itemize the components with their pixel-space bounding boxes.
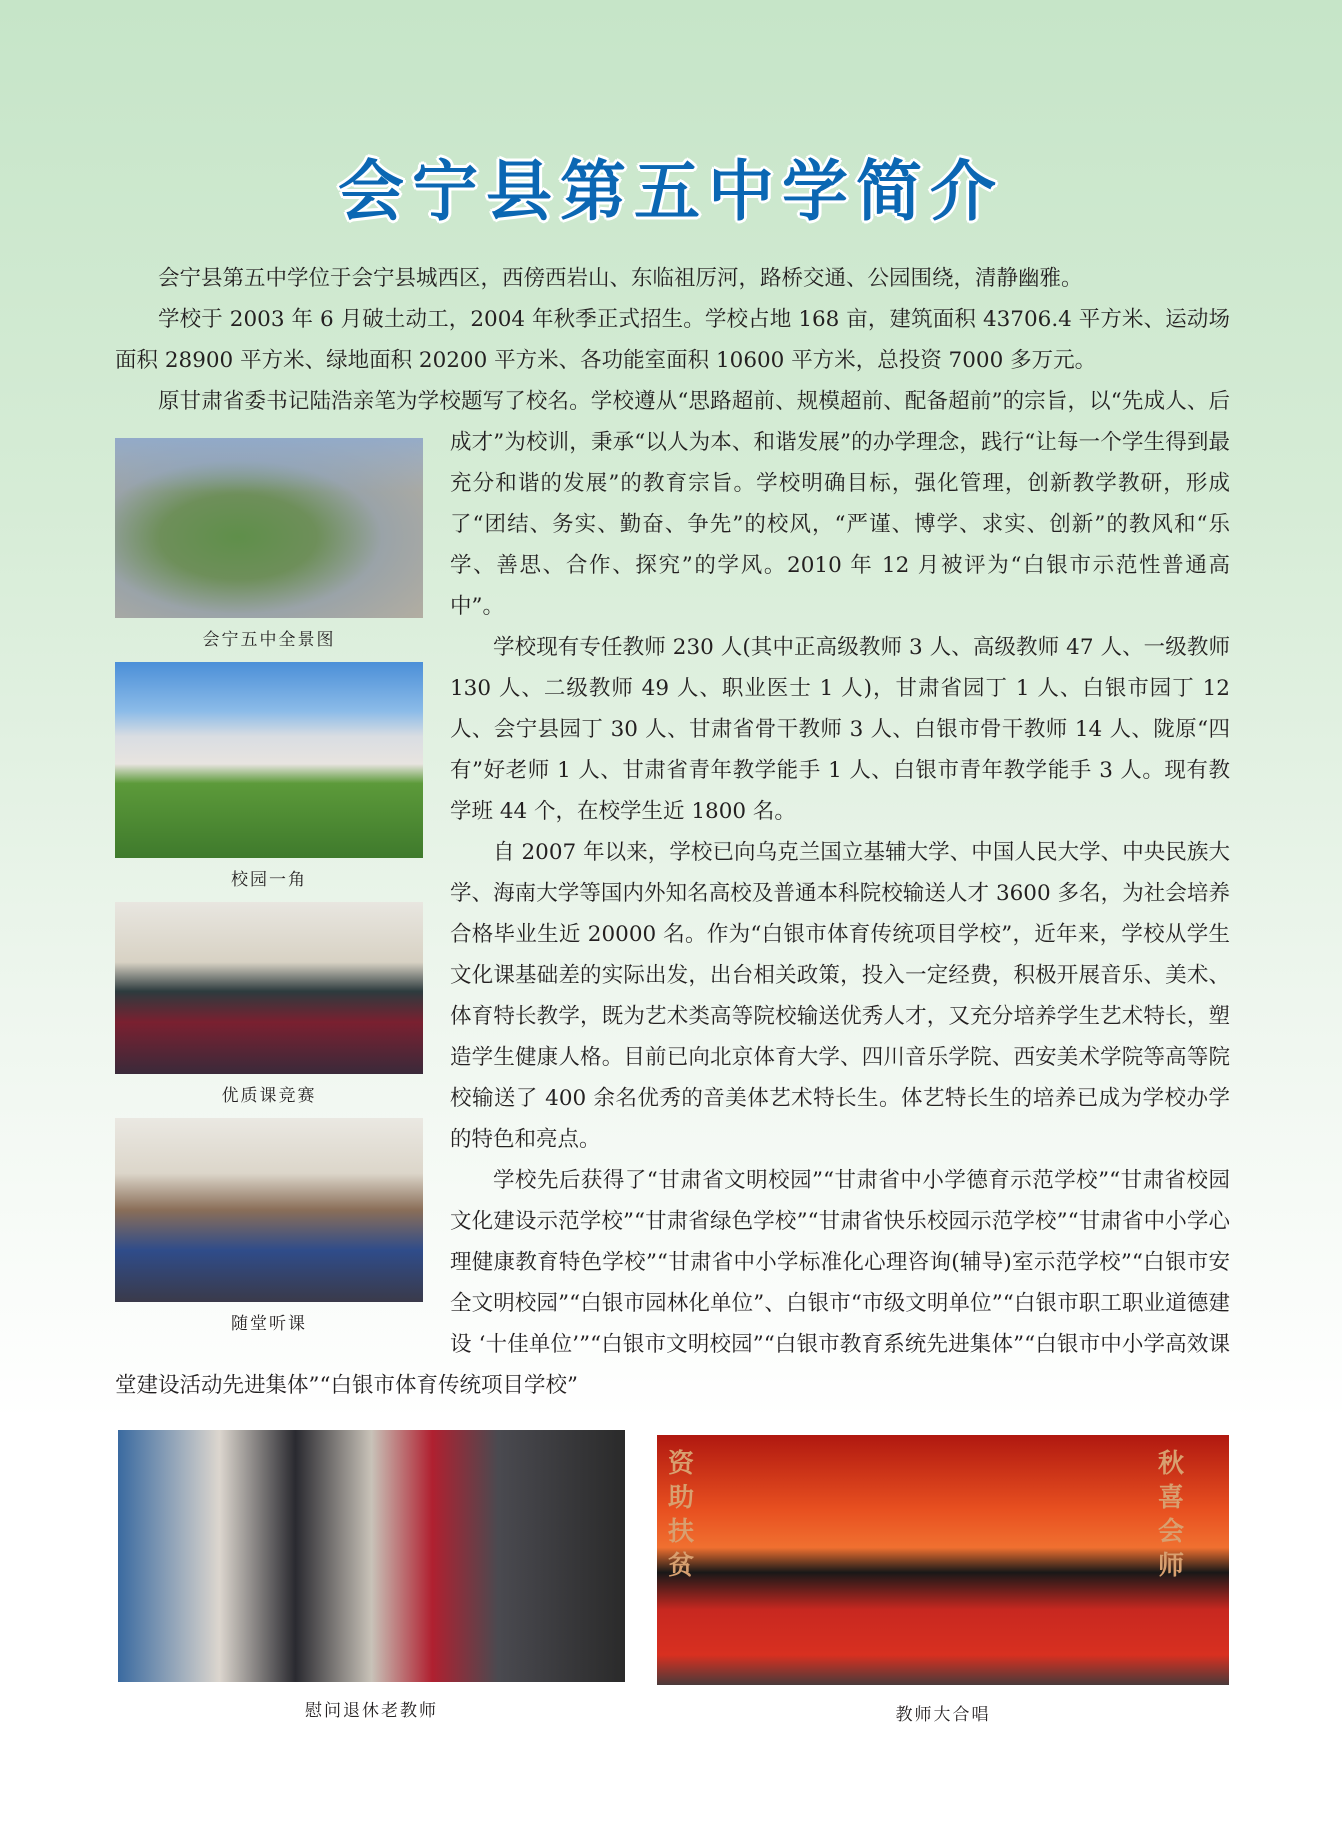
photo-caption: 优质课竞赛: [221, 1086, 317, 1106]
photo-caption: 慰问退休老教师: [305, 1701, 438, 1721]
paragraph-philosophy: 原甘肃省委书记陆浩亲笔为学校题写了校名。学校遵从“思路超前、规模超前、配备超前”的宗旨，以“先成人、后成才”为校训，秉承“以人为本、和谐发展”的办学理念，践行“让每一个学生得到最充分和谐的发展”的教育宗旨。学校明确目标，强化管理，创新教学教研，形成了“团结、务实、勤奋、争先”的校风，“严谨、博学、求实、创新”的教风和“乐学、善思、合作、探究”的学风。2010 年 12 月被评为“白银市示范性普通高中”。: [158, 389, 1230, 619]
photo-lesson-contest: [115, 902, 423, 1074]
paragraph-honors: 学校先后获得了“甘肃省文明校园”“甘肃省中小学德育示范学校”“甘肃省校园文化建设示范学校”“甘肃省绿色学校”“甘肃省快乐校园示范学校”“甘肃省中小学心理健康教育特色学校”“甘肃省中小学标准化心理咨询(辅导)室示范学校”“白银市安全文明校园”“白银市园林化单位”、白银市“市级文明单位”“白银市职工职业道德建设 ‘十佳单位’”“白银市文明校园”“白银市教育系统先进集体”“白银市中小学高效课堂建设活动先进集体”“白银市体育传统项目学校”: [115, 1168, 1230, 1398]
photo-campus-panorama: [115, 438, 423, 618]
photo-caption: 随堂听课: [231, 1314, 307, 1334]
photo-caption: 会宁五中全景图: [202, 630, 336, 650]
photo-column: [115, 438, 450, 1346]
photo-class-observation: [115, 1118, 423, 1302]
article-body: [115, 258, 1230, 1406]
banner-left: 资助扶贫: [667, 1449, 694, 1581]
photo-caption: 校园一角: [231, 870, 307, 890]
photo-caption: 教师大合唱: [895, 1705, 991, 1725]
photo-campus-corner: [115, 662, 423, 858]
paragraph-teachers: 学校现有专任教师 230 人(其中正高级教师 3 人、高级教师 47 人、一级教师 130 人、二级教师 49 人、职业医士 1 人)，甘肃省园丁 1 人、白银市园丁 12 人、会宁县园丁 30 人、甘肃省骨干教师 3 人、白银市骨干教师 14 人、陇原“四有”好老师 1 人、甘肃省青年教学能手 1 人、白银市青年教学能手 3 人。现有教学班 44 个，在校学生近 1800 名。: [450, 635, 1230, 824]
paragraph-location: 会宁县第五中学位于会宁县城西区，西傍西岩山、东临祖厉河，路桥交通、公园围绕，清静幽雅。: [158, 266, 1083, 291]
paragraph-history: 学校于 2003 年 6 月破土动工，2004 年秋季正式招生。学校占地 168 亩，建筑面积 43706.4 平方米、运动场面积 28900 平方米、绿地面积 20200 平方米、各功能室面积 10600 平方米，总投资 7000 多万元。: [115, 307, 1230, 373]
paragraph-achievements: 自 2007 年以来，学校已向乌克兰国立基辅大学、中国人民大学、中央民族大学、海南大学等国内外知名高校及普通本科院校输送人才 3600 多名，为社会培养合格毕业生近 20000 名。作为“白银市体育传统项目学校”，近年来，学校从学生文化课基础差的实际出发，出台相关政策，投入一定经费，积极开展音乐、美术、体育特长教学，既为艺术类高等院校输送优秀人才，又充分培养学生艺术特长，塑造学生健康人格。目前已向北京体育大学、四川音乐学院、西安美术学院等高等院校输送了 400 余名优秀的音美体艺术特长生。体艺特长生的培养已成为学校办学的特色和亮点。: [450, 840, 1230, 1152]
page-title: 会宁县第五中学简介: [338, 153, 1004, 230]
banner-right: 秋喜会师: [1157, 1449, 1184, 1581]
photo-teacher-chorus: [657, 1435, 1229, 1685]
photo-visiting-retired-teachers: [118, 1430, 625, 1682]
